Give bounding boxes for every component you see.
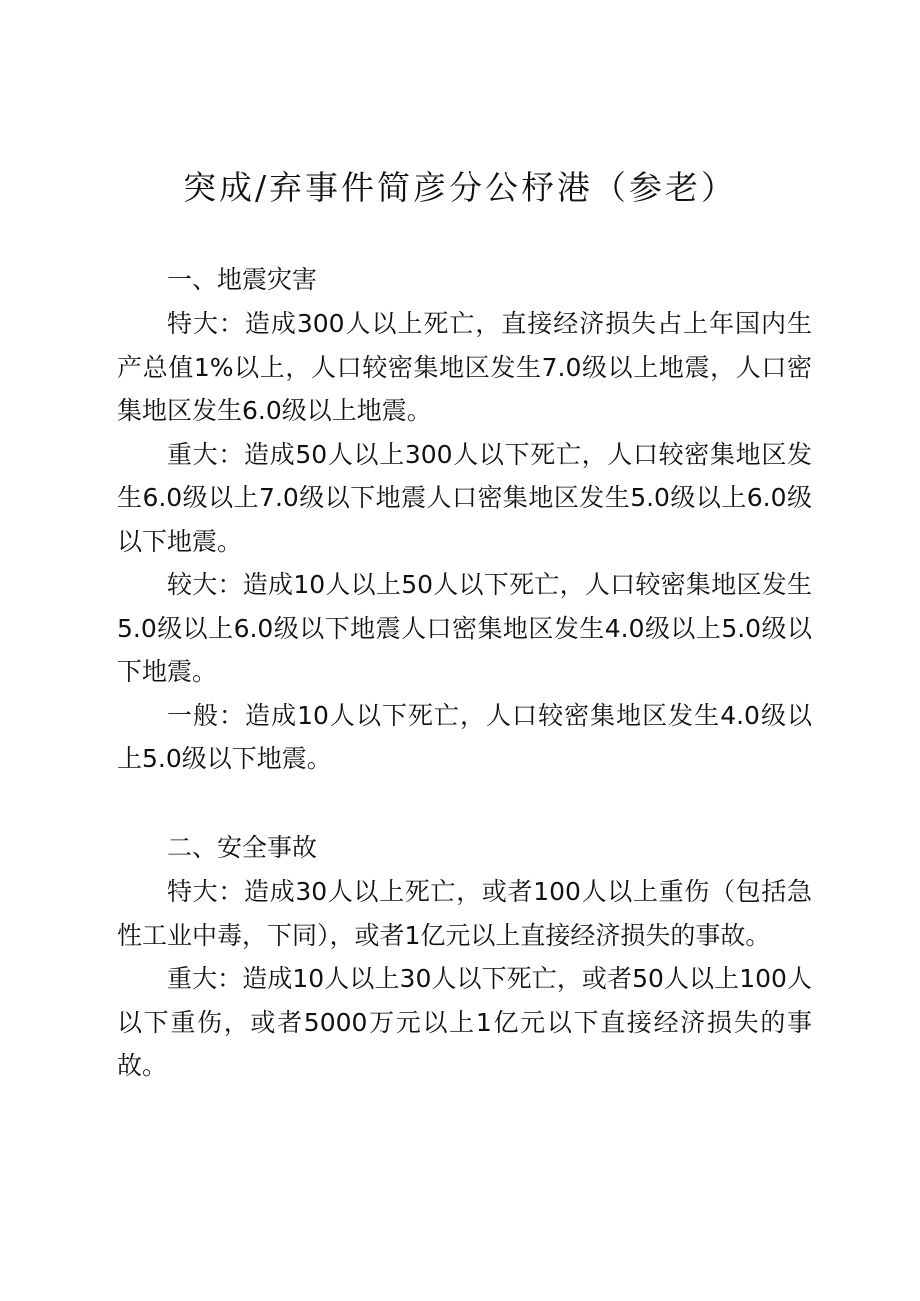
paragraph-earthquake-general: 一般：造成10人以下死亡，人口较密集地区发生4.0级以上5.0级以下地震。 [117,700,812,773]
paragraph-earthquake-major: 重大：造成50人以上300人以下死亡，人口较密集地区发生6.0级以上7.0级以下地震人口密集地区发生5.0级以上6.0级以下地震。 [117,439,812,556]
paragraph-accident-especially-major: 特大：造成30人以上死亡，或者100人以上重伤（包括急性工业中毒，下同），或者1亿元以上直接经济损失的事故。 [117,877,812,950]
section-heading-earthquake: 一、地震灾害 [167,265,318,294]
paragraph-earthquake-relatively-major: 较大：造成10人以上50人以下死亡，人口较密集地区发生5.0级以上6.0级以下地震人口密集地区发生4.0级以上5.0级以下地震。 [117,570,812,686]
section-heading-safety-accident: 二、安全事故 [167,833,318,862]
document-title: 突成/弃事件简彦分公杼港（参老） [182,168,738,207]
paragraph-earthquake-especially-major: 特大：造成300人以上死亡，直接经济损失占上年国内生产总值1%以上，人口较密集地区发生7.0级以上地震，人口密集地区发生6.0级以上地震。 [117,309,812,425]
paragraph-accident-major: 重大：造成10人以上30人以下死亡，或者50人以上100人以下重伤，或者5000万元以上1亿元以下直接经济损失的事故。 [117,964,812,1080]
section-earthquake [117,258,812,781]
section-safety-accident [117,826,812,1088]
